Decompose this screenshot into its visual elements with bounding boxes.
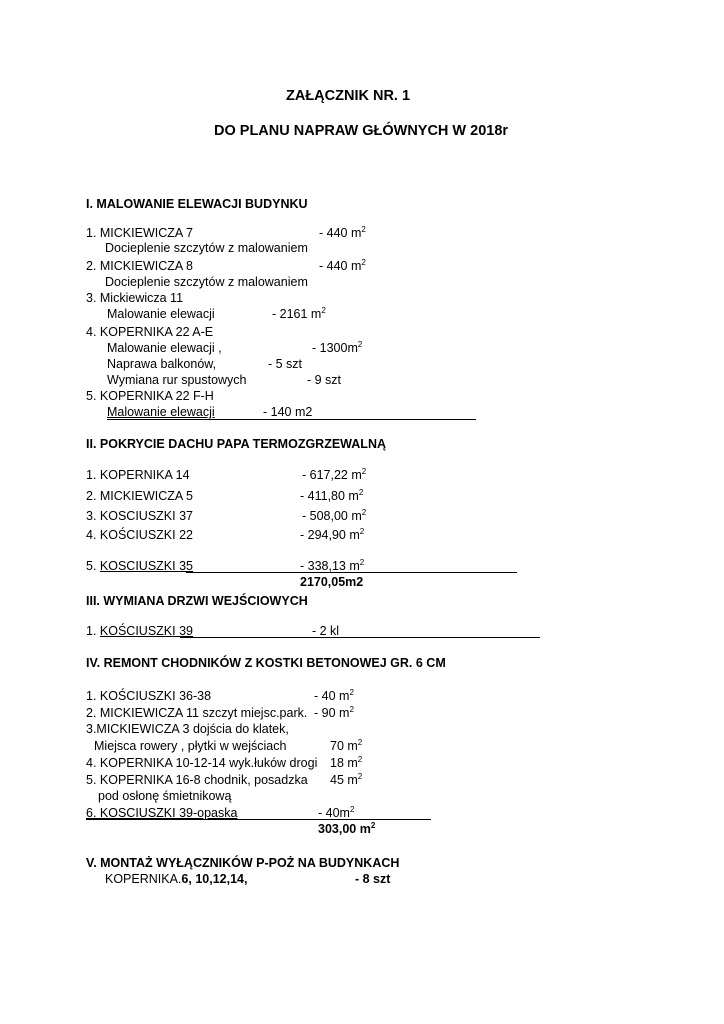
s2-row3-value: - 508,00 $m^2$ xyxy=(302,507,367,523)
s2-row2-value: - 411,80 $m^2$ xyxy=(300,487,364,503)
s1-row4-name: 4. KOPERNIKA 22 A-E xyxy=(86,325,214,339)
s2-row4-name: 4. KOŚCIUSZKI 22 xyxy=(86,528,193,542)
section-4-heading: IV. REMONT CHODNIKÓW Z KOSTKI BETONOWEJ GR. 6 CM xyxy=(86,656,446,670)
s4-row5-value: 45 $m^2$ xyxy=(330,771,363,787)
s2-row5-value: - 338,13 $m^2$ xyxy=(300,557,365,573)
s1-row2-value: - 440 $m^2$ xyxy=(319,257,366,273)
s1-row4c-value: - 9 szt xyxy=(307,373,342,387)
s1-underline xyxy=(107,419,476,420)
s4-row2-value: - 90 $m^2$ xyxy=(314,704,354,720)
s2-row4-value: - 294,90 $m^2$ xyxy=(300,526,365,542)
s2-row1-value: - 617,22 $m^2$ xyxy=(302,466,367,482)
section-3-heading: III. WYMIANA DRZWI WEJŚCIOWYCH xyxy=(86,594,308,608)
s1-row5-value: - 140 m2 xyxy=(263,405,313,419)
s4-row1-name: 1. KOŚCIUSZKI 36-38 xyxy=(86,689,212,703)
s2-row2-name: 2. MICKIEWICZA 5 xyxy=(86,489,193,503)
s1-row5-sub: Malowanie elewacji xyxy=(107,405,215,419)
s1-row3-value: - 2161 $m^2$ xyxy=(272,305,326,321)
s1-row3-name: 3. Mickiewicza 11 xyxy=(86,291,184,305)
s4-row3-name: 3.MICKIEWICZA 3 dojścia do klatek, xyxy=(86,722,289,736)
s4-row1-value: - 40 $m^2$ xyxy=(314,687,354,703)
s4-underline xyxy=(86,819,431,820)
s2-total: 2170,05m2 xyxy=(300,575,364,589)
s1-row4a: Malowanie elewacji , xyxy=(107,341,222,355)
s2-row5-name: 5. KOSCIUSZKI 35 xyxy=(86,559,193,573)
s1-row2-name: 2. MICKIEWICZA 8 xyxy=(86,259,193,273)
s4-row4-value: 18 $m^2$ xyxy=(330,754,363,770)
s1-row2-sub: Docieplenie szczytów z malowaniem xyxy=(105,275,308,289)
s4-row3-value: 70 $m^2$ xyxy=(330,737,363,753)
s4-row2-name: 2. MICKIEWICZA 11 szczyt miejsc.park. xyxy=(86,706,308,720)
s1-row1-name: 1. MICKIEWICZA 7 xyxy=(86,226,193,240)
s1-row4b: Naprawa balkonów, xyxy=(107,357,217,371)
s4-row5-sub: pod osłonę śmietnikową xyxy=(98,789,232,803)
page-title: ZAŁĄCZNIK NR. 1 xyxy=(286,88,411,104)
s4-row4-name: 4. KOPERNIKA 10-12-14 wyk.łuków drogi xyxy=(86,756,318,770)
section-2-heading: II. POKRYCIE DACHU PAPA TERMOZGRZEWALNĄ xyxy=(86,437,386,451)
s1-row3-sub: Malowanie elewacji xyxy=(107,307,215,321)
s1-row4b-value: - 5 szt xyxy=(268,357,303,371)
s5-row1-value: - 8 szt xyxy=(355,872,391,886)
s2-underline xyxy=(186,572,517,573)
s3-underline xyxy=(180,637,540,638)
s2-row1-name: 1. KOPERNIKA 14 xyxy=(86,468,190,482)
s4-row5-name: 5. KOPERNIKA 16-8 chodnik, posadzka xyxy=(86,773,308,787)
s4-row6-name: 6. KOSCIUSZKI 39-opaska xyxy=(86,806,238,820)
s2-row3-name: 3. KOSCIUSZKI 37 xyxy=(86,509,193,523)
page-subtitle: DO PLANU NAPRAW GŁÓWNYCH W 2018r xyxy=(214,123,509,139)
s3-row1-value: - 2 kl xyxy=(312,624,340,638)
s1-row1-sub: Docieplenie szczytów z malowaniem xyxy=(105,241,308,255)
section-1-heading: I. MALOWANIE ELEWACJI BUDYNKU xyxy=(86,197,308,211)
section-5-heading: V. MONTAŻ WYŁĄCZNIKÓW P-POŻ NA BUDYNKACH xyxy=(86,856,400,870)
s1-row1-value: - 440 $m^2$ xyxy=(319,224,366,240)
s1-row5-name: 5. KOPERNIKA 22 F-H xyxy=(86,389,214,403)
s4-row3-sub: Miejsca rowery , płytki w wejściach xyxy=(94,739,287,753)
s3-row1-name: 1. KOŚCIUSZKI 39 xyxy=(86,624,193,638)
s1-row4a-value: - $1300m^2$ xyxy=(312,339,363,355)
s4-row6-value: - $40m^2$ xyxy=(318,804,355,820)
s4-total: 303,00 $m^2$ xyxy=(318,820,376,836)
s1-row4c: Wymiana rur spustowych xyxy=(107,373,247,387)
s5-row1-name: KOPERNIKA.6, 10,12,14, xyxy=(105,872,248,886)
